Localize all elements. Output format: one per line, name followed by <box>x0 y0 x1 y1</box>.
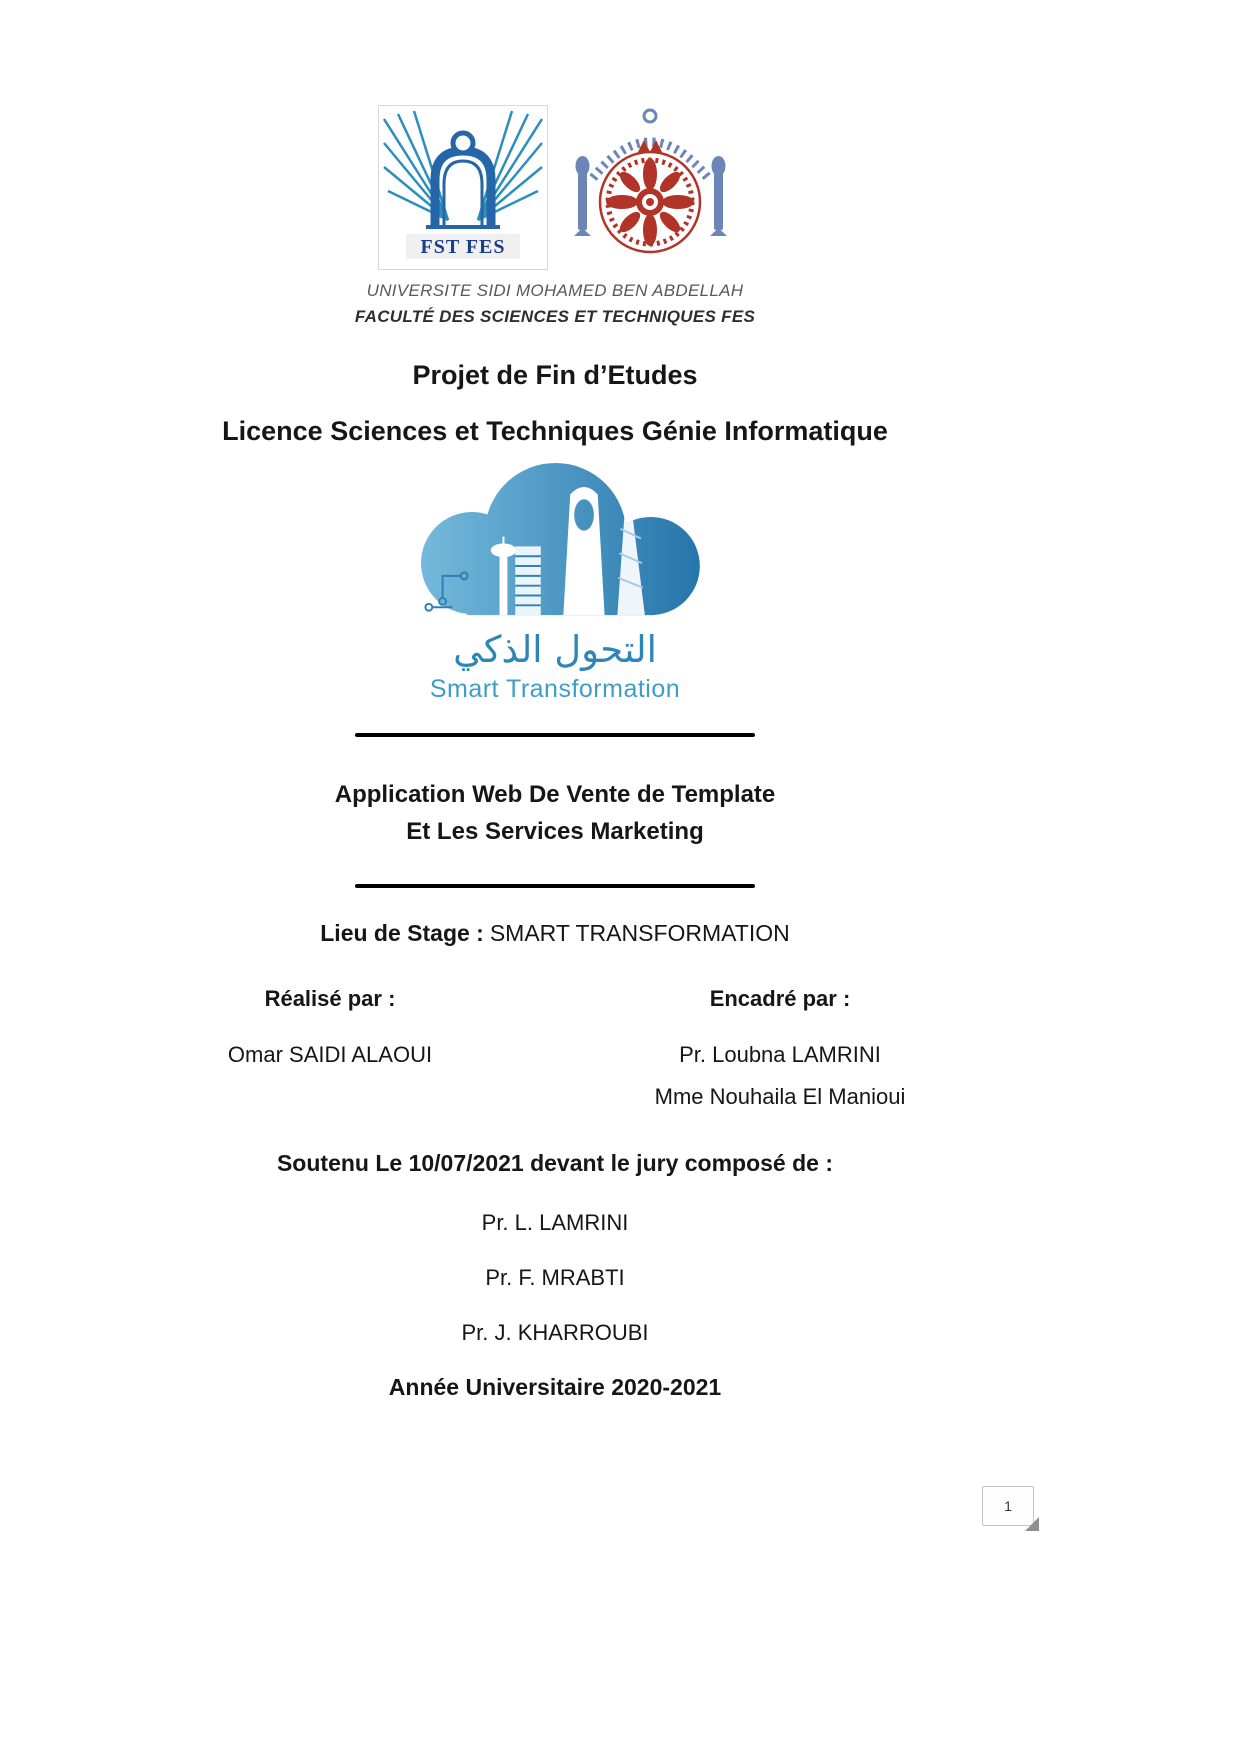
university-name: UNIVERSITE SIDI MOHAMED BEN ABDELLAH <box>366 281 744 300</box>
internship-value: SMART TRANSFORMATION <box>489 920 790 946</box>
logo-arabic-text: التحول الذكي <box>453 628 657 671</box>
encadre-par-column <box>555 986 1005 1110</box>
project-title: Projet de Fin d’Etudes <box>412 360 698 390</box>
header-logos <box>105 100 1005 275</box>
university-name-block <box>105 278 1005 329</box>
academic-year: Année Universitaire 2020-2021 <box>388 1374 722 1400</box>
page-number: 1 <box>1004 1498 1012 1514</box>
report-subject <box>105 776 1005 850</box>
smart-transformation-cloud-logo <box>383 460 728 622</box>
author-name: Omar SAIDI ALAOUI <box>227 1042 433 1067</box>
jury-member: Pr. J. KHARROUBI <box>461 1320 649 1345</box>
realise-par-column <box>105 986 555 1110</box>
university-seal-logo <box>568 100 733 275</box>
divider-line-bottom <box>355 884 755 888</box>
jury-member: Pr. F. MRABTI <box>485 1265 625 1290</box>
realise-par-label: Réalisé par : <box>264 986 396 1011</box>
internship-place <box>105 920 1005 947</box>
svg-text:FST FES: FST FES <box>420 236 505 258</box>
encadre-par-label: Encadré par : <box>709 986 851 1011</box>
degree-title: Licence Sciences et Techniques Génie Informatique <box>222 416 888 446</box>
subject-line1: Application Web De Vente de Template <box>334 781 776 808</box>
subject-line2: Et Les Services Marketing <box>406 818 704 846</box>
jury-member: Pr. L. LAMRINI <box>481 1210 629 1235</box>
page-number-badge <box>982 1486 1034 1526</box>
logo-english-text: Smart Transformation <box>429 674 681 703</box>
credits-section <box>105 986 1005 1110</box>
supervisor-name-1: Pr. Loubna LAMRINI <box>679 1042 881 1067</box>
smart-transformation-logo <box>105 460 1005 704</box>
fst-fes-logo <box>378 105 548 275</box>
divider-line-top <box>355 733 755 737</box>
supervisor-name-2: Mme Nouhaila El Manioui <box>654 1084 906 1109</box>
faculty-name: FACULTÉ DES SCIENCES ET TECHNIQUES FES <box>354 306 756 326</box>
page-dogear-icon <box>1025 1517 1039 1531</box>
jury-intro: Soutenu Le 10/07/2021 devant le jury composé de : <box>276 1150 834 1176</box>
internship-label: Lieu de Stage : <box>320 920 484 946</box>
